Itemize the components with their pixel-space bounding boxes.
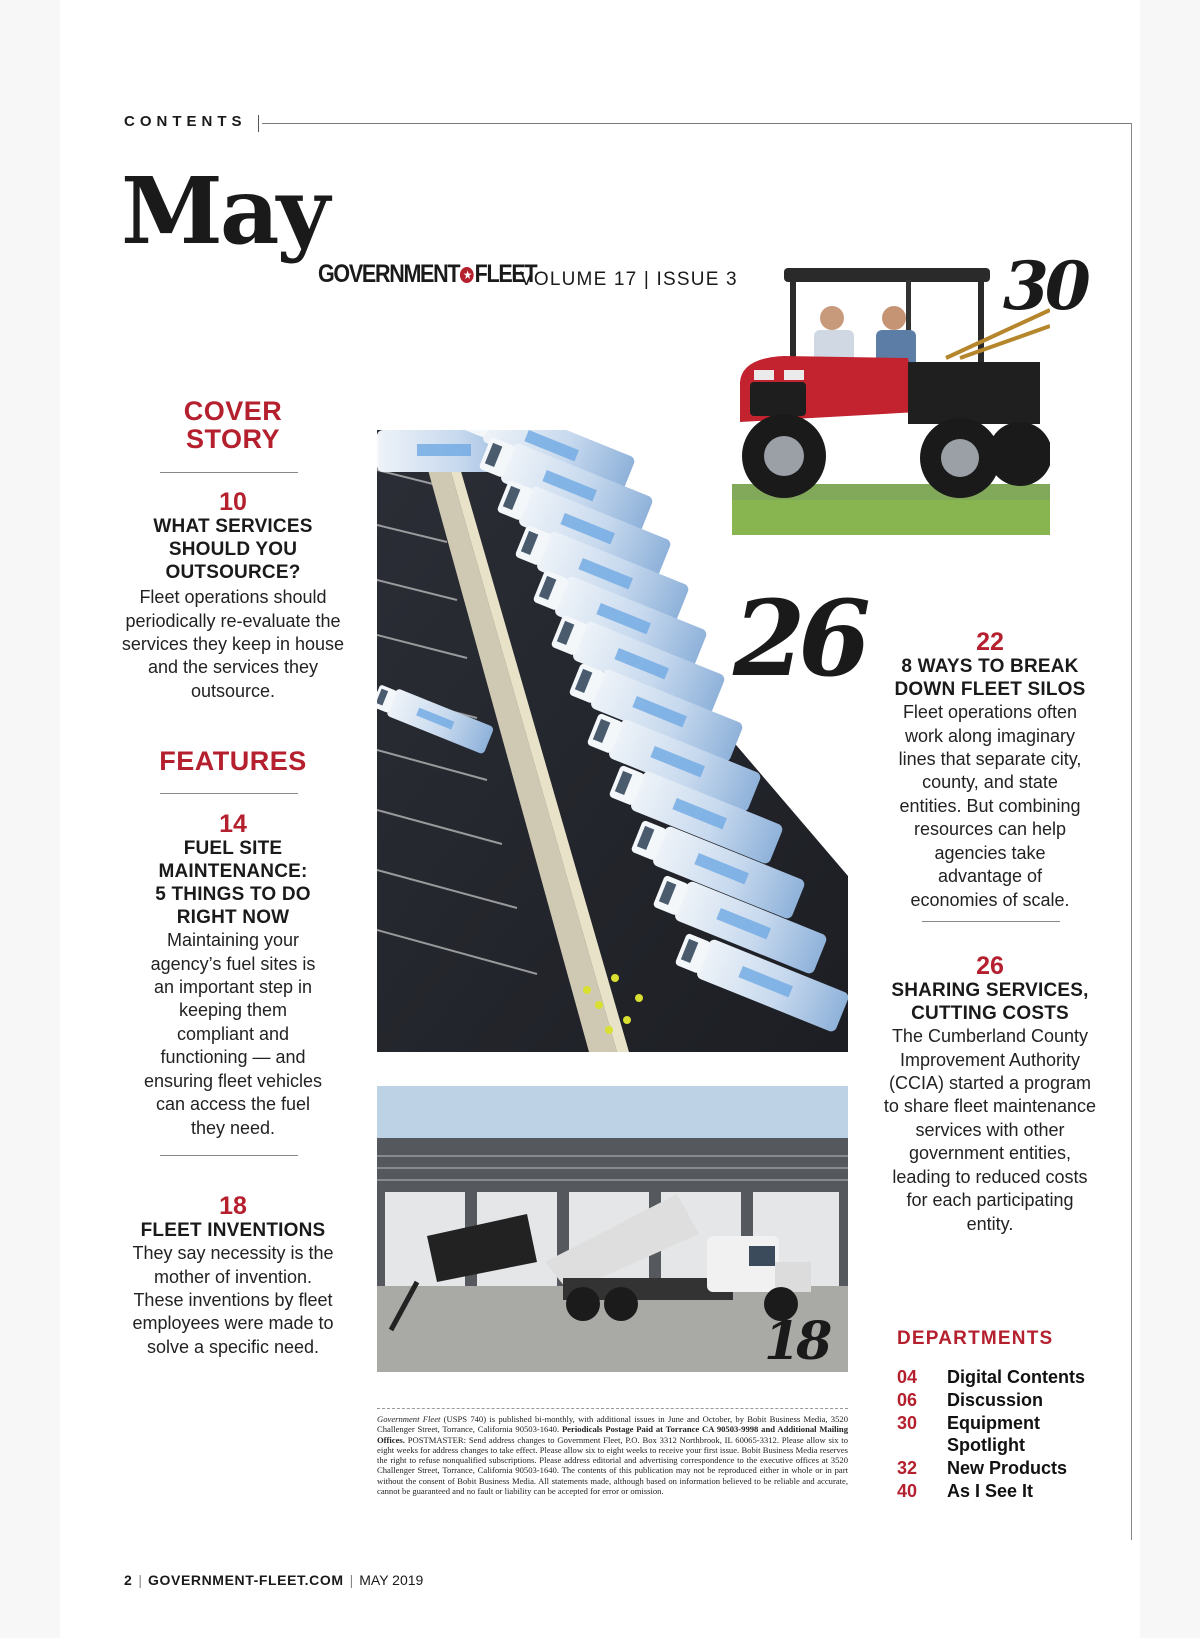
department-label: As I See It (947, 1481, 1034, 1501)
article-headline: WHAT SERVICES SHOULD YOU OUTSOURCE? (153, 516, 313, 584)
header-divider (258, 115, 259, 132)
features-title: FEATURES (159, 746, 307, 776)
article-headline: SHARING SERVICES, CUTTING COSTS (891, 980, 1089, 1025)
footer-site: GOVERNMENT-FLEET.COM (148, 1572, 344, 1588)
department-item[interactable] (897, 1457, 1127, 1479)
section-divider (160, 1155, 298, 1156)
publication-notice (377, 1414, 848, 1496)
article-page-number: 14 (219, 810, 247, 838)
department-label: Equipment Spotlight (947, 1413, 1040, 1455)
feature-item[interactable] (118, 1193, 348, 1359)
department-item[interactable] (897, 1389, 1127, 1411)
publication-text: (USPS 740) is published bi-monthly, with additional issues in June and October, by Bobit Business Media, 3520 Challenger Street, Torrance, California 90503-1640. (377, 1414, 848, 1435)
section-divider (160, 793, 298, 794)
postage-notice: Periodicals Postage Paid at Torrance CA 90503-9998 and Additional Mailing Offices. (377, 1424, 848, 1445)
departments-title: DEPARTMENTS (897, 1328, 1054, 1349)
department-item[interactable] (897, 1480, 1127, 1502)
section-divider (160, 472, 298, 473)
photo-page-number-26: 26 (733, 577, 864, 700)
star-icon: ★ (460, 267, 474, 283)
volume-issue: VOLUME 17 | ISSUE 3 (520, 269, 738, 290)
departments-list (897, 1366, 1127, 1503)
brand-logo (318, 260, 536, 289)
department-label: Digital Contents (947, 1367, 1085, 1387)
header-rule (262, 123, 1132, 124)
article-description: They say necessity is the mother of invention. These inventions by fleet employees were made to solve a specific need. (132, 1243, 334, 1357)
feature-item[interactable] (877, 953, 1103, 1236)
section-divider (922, 921, 1060, 922)
postmaster-text: POSTMASTER: Send address changes to Government Fleet, P.O. Box 3312 Northbrook, IL 60065-3312. Please allow six to eight weeks for address changes to take effect. Please allow six to eight weeks to receive your first issue. Bobit Business Media reserves the right to refuse nonqualified subscriptions. Please address editorial and advertising correspondence to the executive offices at 3520 Challenger Street, Torrance, California 90503-1640. The contents of this publication may not be reproduced either in whole or in part without the consent of Bobit Business Media. All statements made, although based on information believed to be reliable and accurate, cannot be guaranteed and no fault or liability can be accepted for error or omission. (377, 1434, 848, 1497)
department-page: 32 (897, 1458, 918, 1478)
article-headline: 8 WAYS TO BREAK DOWN FLEET SILOS (894, 656, 1086, 701)
footer-page-number: 2 (124, 1572, 133, 1588)
fine-print-divider (377, 1408, 848, 1409)
cover-story-section (118, 398, 348, 453)
feature-item[interactable] (118, 811, 348, 1140)
department-item[interactable] (897, 1366, 1127, 1388)
page-footer: 2 | GOVERNMENT-FLEET.COM | MAY 2019 (124, 1572, 424, 1588)
article-page-number: 18 (219, 1192, 247, 1220)
cover-story-title: COVER STORY (183, 396, 283, 454)
footer-date: MAY 2019 (359, 1572, 424, 1588)
article-headline: FLEET INVENTIONS (140, 1220, 326, 1242)
department-label: New Products (947, 1458, 1068, 1478)
department-page: 40 (897, 1481, 918, 1501)
cover-story-item[interactable] (118, 489, 348, 703)
article-page-number: 26 (976, 952, 1004, 980)
photo-page-number-18: 18 (764, 1311, 829, 1372)
article-description: Fleet operations often work along imaginary lines that separate city, county, and state entities. But combining resources can help agencies take advantage of economies of scale. (898, 702, 1082, 910)
article-description: Maintaining your agency’s fuel sites is an important step in keeping them compliant and functioning — and ensuring fleet vehicles can access the fuel they need. (143, 930, 323, 1138)
department-page: 30 (897, 1413, 918, 1433)
department-label: Discussion (947, 1390, 1044, 1410)
feature-item[interactable] (877, 629, 1103, 912)
article-page-number: 10 (219, 488, 247, 516)
department-item[interactable] (897, 1412, 1127, 1456)
department-page: 04 (897, 1367, 918, 1387)
article-page-number: 22 (976, 628, 1004, 656)
contents-label: CONTENTS (124, 113, 247, 130)
department-page: 06 (897, 1390, 918, 1410)
article-description: Fleet operations should periodically re-evaluate the services they keep in house and the services they outsource. (121, 587, 345, 701)
publication-name: Government Fleet (377, 1414, 441, 1424)
issue-month: May (121, 157, 327, 265)
article-headline: FUEL SITE MAINTENANCE: 5 THINGS TO DO RIGHT NOW (155, 838, 311, 929)
page-right-rule (1131, 123, 1132, 1540)
brand-logo-right: FLEET (474, 260, 537, 288)
brand-logo-left: GOVERNMENT (318, 260, 460, 288)
photo-page-number-30: 30 (1003, 247, 1087, 325)
article-description: The Cumberland County Improvement Authority (CCIA) started a program to share fleet maintenance services with other government entities, leading to reduced costs for each participating entity. (883, 1026, 1097, 1234)
